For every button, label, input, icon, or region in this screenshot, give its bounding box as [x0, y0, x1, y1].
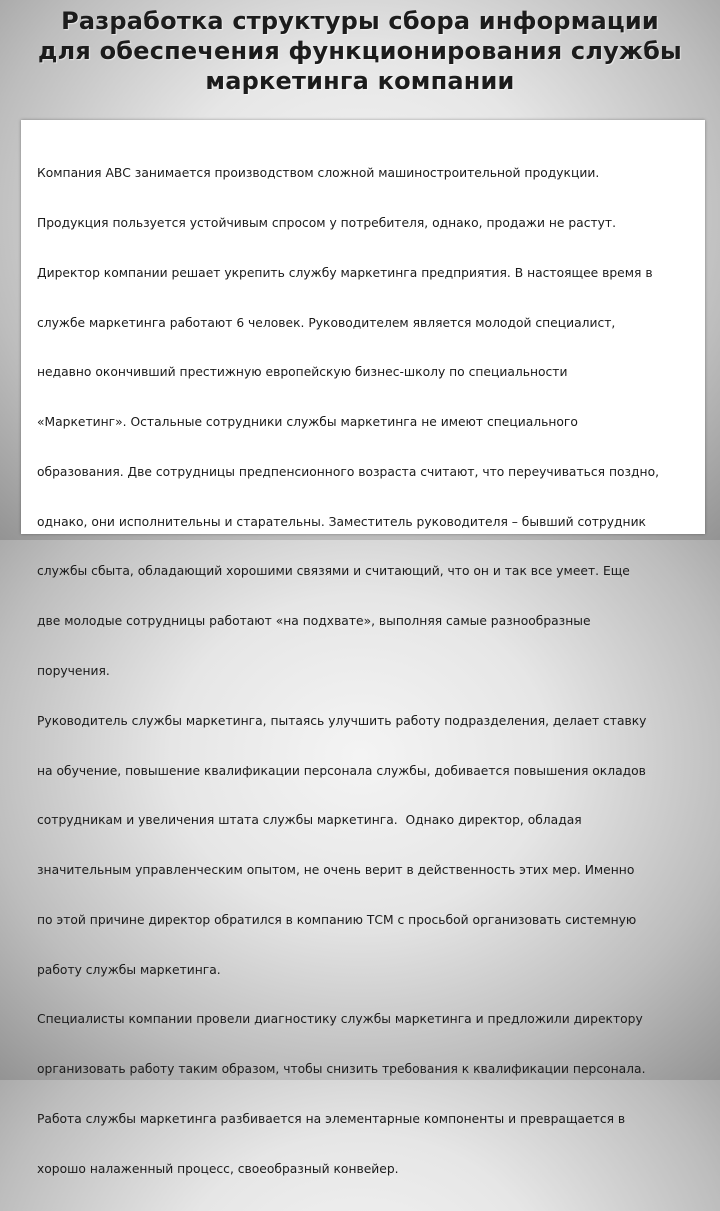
body-text-line: Работа службы маркетинга разбивается на элементарные компоненты и превращается в [37, 1112, 626, 1127]
body-text-line: значительным управленческим опытом, не очень верит в действенность этих мер. Именно [37, 863, 635, 878]
body-text-line: поручения. [37, 664, 110, 678]
body-text-line: Директор компании решает укрепить службу маркетинга предприятия. В настоящее время в [37, 265, 653, 280]
body-text-line: Специалисты компании провели диагностику службы маркетинга и предложили директору [37, 1012, 643, 1027]
body-text-line: на обучение, повышение квалификации персонала службы, добивается повышения окладов [37, 763, 646, 778]
body-text-line: «Маркетинг». Остальные сотрудники службы маркетинга не имеют специального [37, 415, 578, 430]
body-text-line: образования. Две сотрудницы предпенсионного возраста считают, что переучиваться поздно, [37, 464, 660, 479]
case-description-paragraph [37, 132, 699, 1211]
body-text-line: две молодые сотрудницы работают «на подхвате», выполняя самые разнообразные [37, 614, 591, 629]
body-text-line: по этой причине директор обратился в компанию ТСМ с просьбой организовать системную [37, 912, 637, 927]
body-text-line: службе маркетинга работают 6 человек. Руководителем является молодой специалист, [37, 315, 616, 330]
body-text-line: хорошо налаженный процесс, своеобразный конвейер. [37, 1161, 399, 1176]
body-text-line: службы сбыта, обладающий хорошими связями и считающий, что он и так все умеет. Еще [37, 564, 630, 579]
body-text-line: сотрудникам и увеличения штата службы маркетинга. Однако директор, обладая [37, 813, 582, 828]
body-text-line: Руководитель службы маркетинга, пытаясь улучшить работу подразделения, делает ставку [37, 713, 647, 728]
slide-title-line: Разработка структуры сбора информации [61, 7, 659, 35]
body-text-line: однако, они исполнительны и старательны. Заместитель руководителя – бывший сотрудник [37, 514, 646, 529]
body-text-line: организовать работу таким образом, чтобы снизить требования к квалификации персонала. [37, 1062, 646, 1077]
slide-title-line: для обеспечения функционирования службы [38, 37, 682, 65]
body-text-line: Компания АВС занимается производством сложной машиностроительной продукции. [37, 166, 600, 181]
case-text-panel [21, 120, 705, 1176]
slide-title-line: маркетинга компании [205, 67, 515, 95]
body-text-line: работу службы маркетинга. [37, 962, 221, 977]
body-text-line: недавно окончивший престижную европейскую бизнес-школу по специальности [37, 365, 568, 380]
slide-title [30, 6, 690, 96]
body-text-line: Продукция пользуется устойчивым спросом у потребителя, однако, продажи не растут. [37, 215, 616, 230]
